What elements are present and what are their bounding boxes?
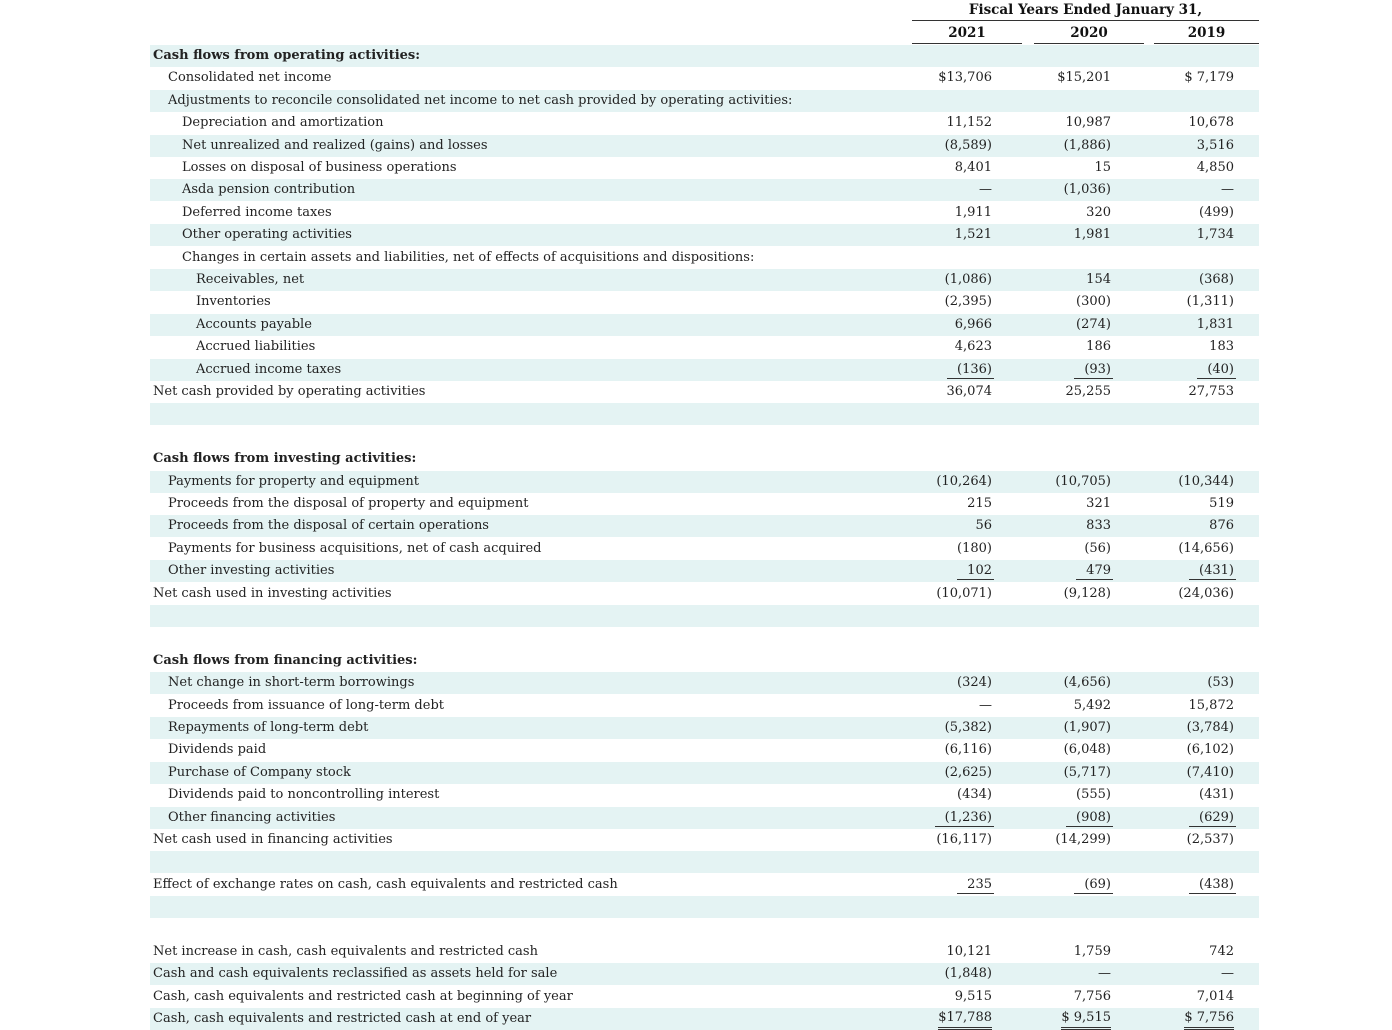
value-2020: 25,255: [1065, 384, 1111, 399]
row-label: Accrued liabilities: [196, 339, 316, 355]
row-label: Inventories: [196, 294, 271, 310]
value-2020: (1,907): [1063, 720, 1111, 735]
value-2019: (6,102): [1186, 742, 1234, 758]
value-2019: (2,537): [1186, 832, 1234, 847]
table-row: [150, 717, 1259, 739]
table-row: [150, 650, 1259, 672]
value-2021: —: [979, 182, 992, 198]
row-label: Changes in certain assets and liabilities, net of effects of acquisitions and dispositions:: [182, 249, 755, 265]
value-2019: $ 7,756: [1184, 1009, 1234, 1030]
row-label: Repayments of long-term debt: [168, 720, 369, 735]
value-2019: (431): [1199, 560, 1234, 582]
value-2021: 9,515: [954, 988, 992, 1004]
table-row: [150, 874, 1259, 896]
value-2019: (40): [1207, 359, 1234, 381]
value-2021: 10,121: [946, 944, 992, 959]
value-2021: 4,623: [954, 339, 992, 355]
value-2019: 742: [1209, 944, 1234, 959]
value-2019: (431): [1199, 787, 1234, 803]
value-2021: (2,395): [944, 294, 992, 310]
row-label: Deferred income taxes: [182, 204, 332, 220]
value-2021: (136): [957, 359, 992, 381]
table-row: [150, 515, 1259, 537]
value-2020: (56): [1084, 540, 1111, 556]
table-row: [150, 359, 1259, 381]
value-2020: 10,987: [1065, 115, 1111, 131]
value-2021: 215: [967, 496, 992, 511]
value-2021: 1,521: [954, 227, 992, 243]
table-row: [150, 224, 1259, 246]
row-label: Cash flows from operating activities:: [153, 48, 421, 63]
table-row: [150, 247, 1259, 269]
table-row: [150, 560, 1259, 582]
value-2019: (3,784): [1186, 720, 1234, 735]
value-2020: (69): [1084, 874, 1111, 896]
value-2019: —: [1221, 182, 1234, 198]
year-header-2021: 2021: [948, 25, 986, 41]
table-row: [150, 784, 1259, 806]
table-row: [150, 1008, 1259, 1030]
value-2020: 5,492: [1073, 697, 1111, 713]
header-rule: [912, 20, 1259, 21]
value-2021: 8,401: [954, 160, 992, 175]
value-2020: (93): [1084, 359, 1111, 381]
value-2020: (908): [1076, 807, 1111, 829]
value-2020: $ 9,515: [1061, 1009, 1111, 1030]
value-2020: (5,717): [1063, 764, 1111, 780]
table-row: [150, 471, 1259, 493]
row-label: Asda pension contribution: [182, 182, 356, 198]
table-row: [150, 896, 1259, 918]
table-row: [150, 851, 1259, 873]
year-header-2020: 2020: [1070, 25, 1108, 41]
value-2019: (53): [1207, 675, 1234, 691]
row-label: Cash flows from investing activities:: [153, 451, 417, 467]
table-row: [150, 291, 1259, 313]
value-2019: (7,410): [1186, 764, 1234, 780]
table-row: [150, 202, 1259, 224]
row-label: Dividends paid: [168, 742, 267, 758]
year-rule-2021: [912, 43, 1022, 44]
table-row: [150, 829, 1259, 851]
row-label: Payments for property and equipment: [168, 473, 420, 489]
table-row: [150, 919, 1259, 941]
table-row: [150, 672, 1259, 694]
value-2020: (1,886): [1063, 137, 1111, 153]
value-2020: (1,036): [1063, 182, 1111, 198]
value-2020: (10,705): [1055, 473, 1111, 489]
value-2021: (10,071): [936, 585, 992, 601]
value-2020: —: [1098, 966, 1111, 982]
value-2020: (300): [1076, 294, 1111, 310]
value-2019: (499): [1199, 204, 1234, 220]
value-2021: 36,074: [946, 384, 992, 399]
value-2019: 10,678: [1188, 115, 1234, 131]
value-2021: (5,382): [944, 720, 992, 735]
value-2020: 186: [1086, 339, 1111, 355]
value-2021: (324): [957, 675, 992, 691]
table-row: [150, 583, 1259, 605]
value-2019: $ 7,179: [1184, 70, 1234, 86]
value-2019: (14,656): [1178, 540, 1234, 556]
value-2021: 6,966: [954, 316, 992, 332]
value-2021: 102: [967, 560, 992, 582]
row-label: Proceeds from the disposal of property and equipment: [168, 496, 529, 511]
value-2020: 833: [1086, 518, 1111, 534]
table-row: [150, 45, 1259, 67]
row-label: Payments for business acquisitions, net of cash acquired: [168, 540, 542, 556]
value-2021: (1,086): [944, 272, 992, 287]
row-label: Cash, cash equivalents and restricted cash at beginning of year: [153, 988, 573, 1004]
table-row: [150, 179, 1259, 201]
table-row: [150, 762, 1259, 784]
table-row: [150, 157, 1259, 179]
row-label: Cash and cash equivalents reclassified as assets held for sale: [153, 966, 558, 982]
value-2020: 321: [1086, 496, 1111, 511]
table-row: [150, 538, 1259, 560]
value-2020: 15: [1094, 160, 1111, 175]
value-2019: 3,516: [1196, 137, 1234, 153]
row-label: Adjustments to reconcile consolidated net income to net cash provided by operating activities:: [168, 92, 793, 108]
row-label: Cash, cash equivalents and restricted cash at end of year: [153, 1011, 532, 1027]
table-row: [150, 67, 1259, 89]
value-2021: 1,911: [954, 204, 992, 220]
row-label: Accrued income taxes: [196, 361, 342, 377]
year-header-2019: 2019: [1187, 25, 1226, 41]
row-label: Receivables, net: [196, 272, 305, 287]
row-label: Net increase in cash, cash equivalents and restricted cash: [153, 944, 538, 959]
row-label: Effect of exchange rates on cash, cash equivalents and restricted cash: [153, 876, 618, 892]
table-row: [150, 112, 1259, 134]
value-2021: $17,788: [938, 1009, 992, 1030]
row-label: Proceeds from issuance of long-term debt: [168, 697, 444, 713]
table-row: [150, 269, 1259, 291]
value-2020: (14,299): [1055, 832, 1111, 847]
value-2019: 1,831: [1196, 316, 1234, 332]
table-row: [150, 627, 1259, 649]
value-2020: 1,981: [1073, 227, 1111, 243]
row-label: Accounts payable: [196, 316, 312, 332]
value-2020: (555): [1076, 787, 1111, 803]
value-2020: 1,759: [1073, 944, 1111, 959]
row-label: Other operating activities: [182, 227, 352, 243]
value-2021: (180): [957, 540, 992, 556]
value-2020: (4,656): [1063, 675, 1111, 691]
row-label: Net cash used in investing activities: [153, 585, 392, 601]
value-2019: 27,753: [1188, 384, 1234, 399]
row-label: Cash flows from financing activities:: [153, 652, 418, 668]
table-row: [150, 493, 1259, 515]
value-2020: $15,201: [1057, 70, 1111, 86]
value-2020: 320: [1086, 204, 1111, 220]
row-label: Purchase of Company stock: [168, 764, 351, 780]
table-row: [150, 605, 1259, 627]
value-2019: 519: [1209, 496, 1234, 511]
row-label: Other financing activities: [168, 809, 336, 825]
value-2020: (6,048): [1063, 742, 1111, 758]
table-row: [150, 381, 1259, 403]
value-2019: 183: [1209, 339, 1234, 355]
value-2020: (9,128): [1063, 585, 1111, 601]
table-row: [150, 426, 1259, 448]
value-2020: 154: [1086, 272, 1111, 287]
year-rule-2020: [1034, 43, 1144, 44]
table-row: [150, 986, 1259, 1008]
table-row: [150, 963, 1259, 985]
value-2021: —: [979, 697, 992, 713]
value-2020: 479: [1086, 560, 1111, 582]
row-label: Consolidated net income: [168, 70, 332, 86]
value-2019: (438): [1199, 874, 1234, 896]
value-2020: 7,756: [1073, 988, 1111, 1004]
row-label: Net unrealized and realized (gains) and losses: [182, 137, 488, 153]
value-2021: (1,848): [944, 966, 992, 982]
row-label: Other investing activities: [168, 563, 335, 579]
row-label: Net cash used in financing activities: [153, 832, 393, 847]
table-row: [150, 695, 1259, 717]
value-2019: 876: [1209, 518, 1234, 534]
value-2021: 235: [967, 874, 992, 896]
table-row: [150, 314, 1259, 336]
table-row: [150, 135, 1259, 157]
value-2019: (368): [1199, 272, 1234, 287]
value-2019: —: [1221, 966, 1234, 982]
value-2021: (8,589): [944, 137, 992, 153]
value-2019: 7,014: [1196, 988, 1234, 1004]
value-2019: (1,311): [1186, 294, 1234, 310]
value-2019: (24,036): [1178, 585, 1234, 601]
row-label: Losses on disposal of business operations: [182, 160, 457, 175]
value-2021: $13,706: [938, 70, 992, 86]
value-2021: (16,117): [936, 832, 992, 847]
value-2019: 1,734: [1196, 227, 1234, 243]
table-row: [150, 448, 1259, 470]
table-row: [150, 941, 1259, 963]
value-2021: 56: [975, 518, 992, 534]
table-row: [150, 807, 1259, 829]
row-label: Depreciation and amortization: [182, 115, 384, 131]
year-rule-2019: [1154, 43, 1259, 44]
value-2021: (434): [957, 787, 992, 803]
row-label: Net cash provided by operating activities: [153, 384, 426, 399]
value-2019: 15,872: [1188, 697, 1234, 713]
value-2021: 11,152: [946, 115, 992, 131]
value-2019: (10,344): [1178, 473, 1234, 489]
value-2021: (10,264): [936, 473, 992, 489]
value-2020: (274): [1076, 316, 1111, 332]
value-2021: (6,116): [944, 742, 992, 758]
table-row: [150, 336, 1259, 358]
value-2019: (629): [1199, 807, 1234, 829]
row-label: Proceeds from the disposal of certain operations: [168, 518, 489, 534]
row-label: Dividends paid to noncontrolling interest: [168, 787, 440, 803]
value-2021: (2,625): [944, 764, 992, 780]
value-2021: (1,236): [945, 807, 992, 829]
value-2019: 4,850: [1196, 160, 1234, 175]
table-row: [150, 90, 1259, 112]
table-row: [150, 739, 1259, 761]
period-title: Fiscal Years Ended January 31,: [968, 2, 1203, 18]
row-label: Net change in short-term borrowings: [168, 675, 415, 691]
table-row: [150, 403, 1259, 425]
